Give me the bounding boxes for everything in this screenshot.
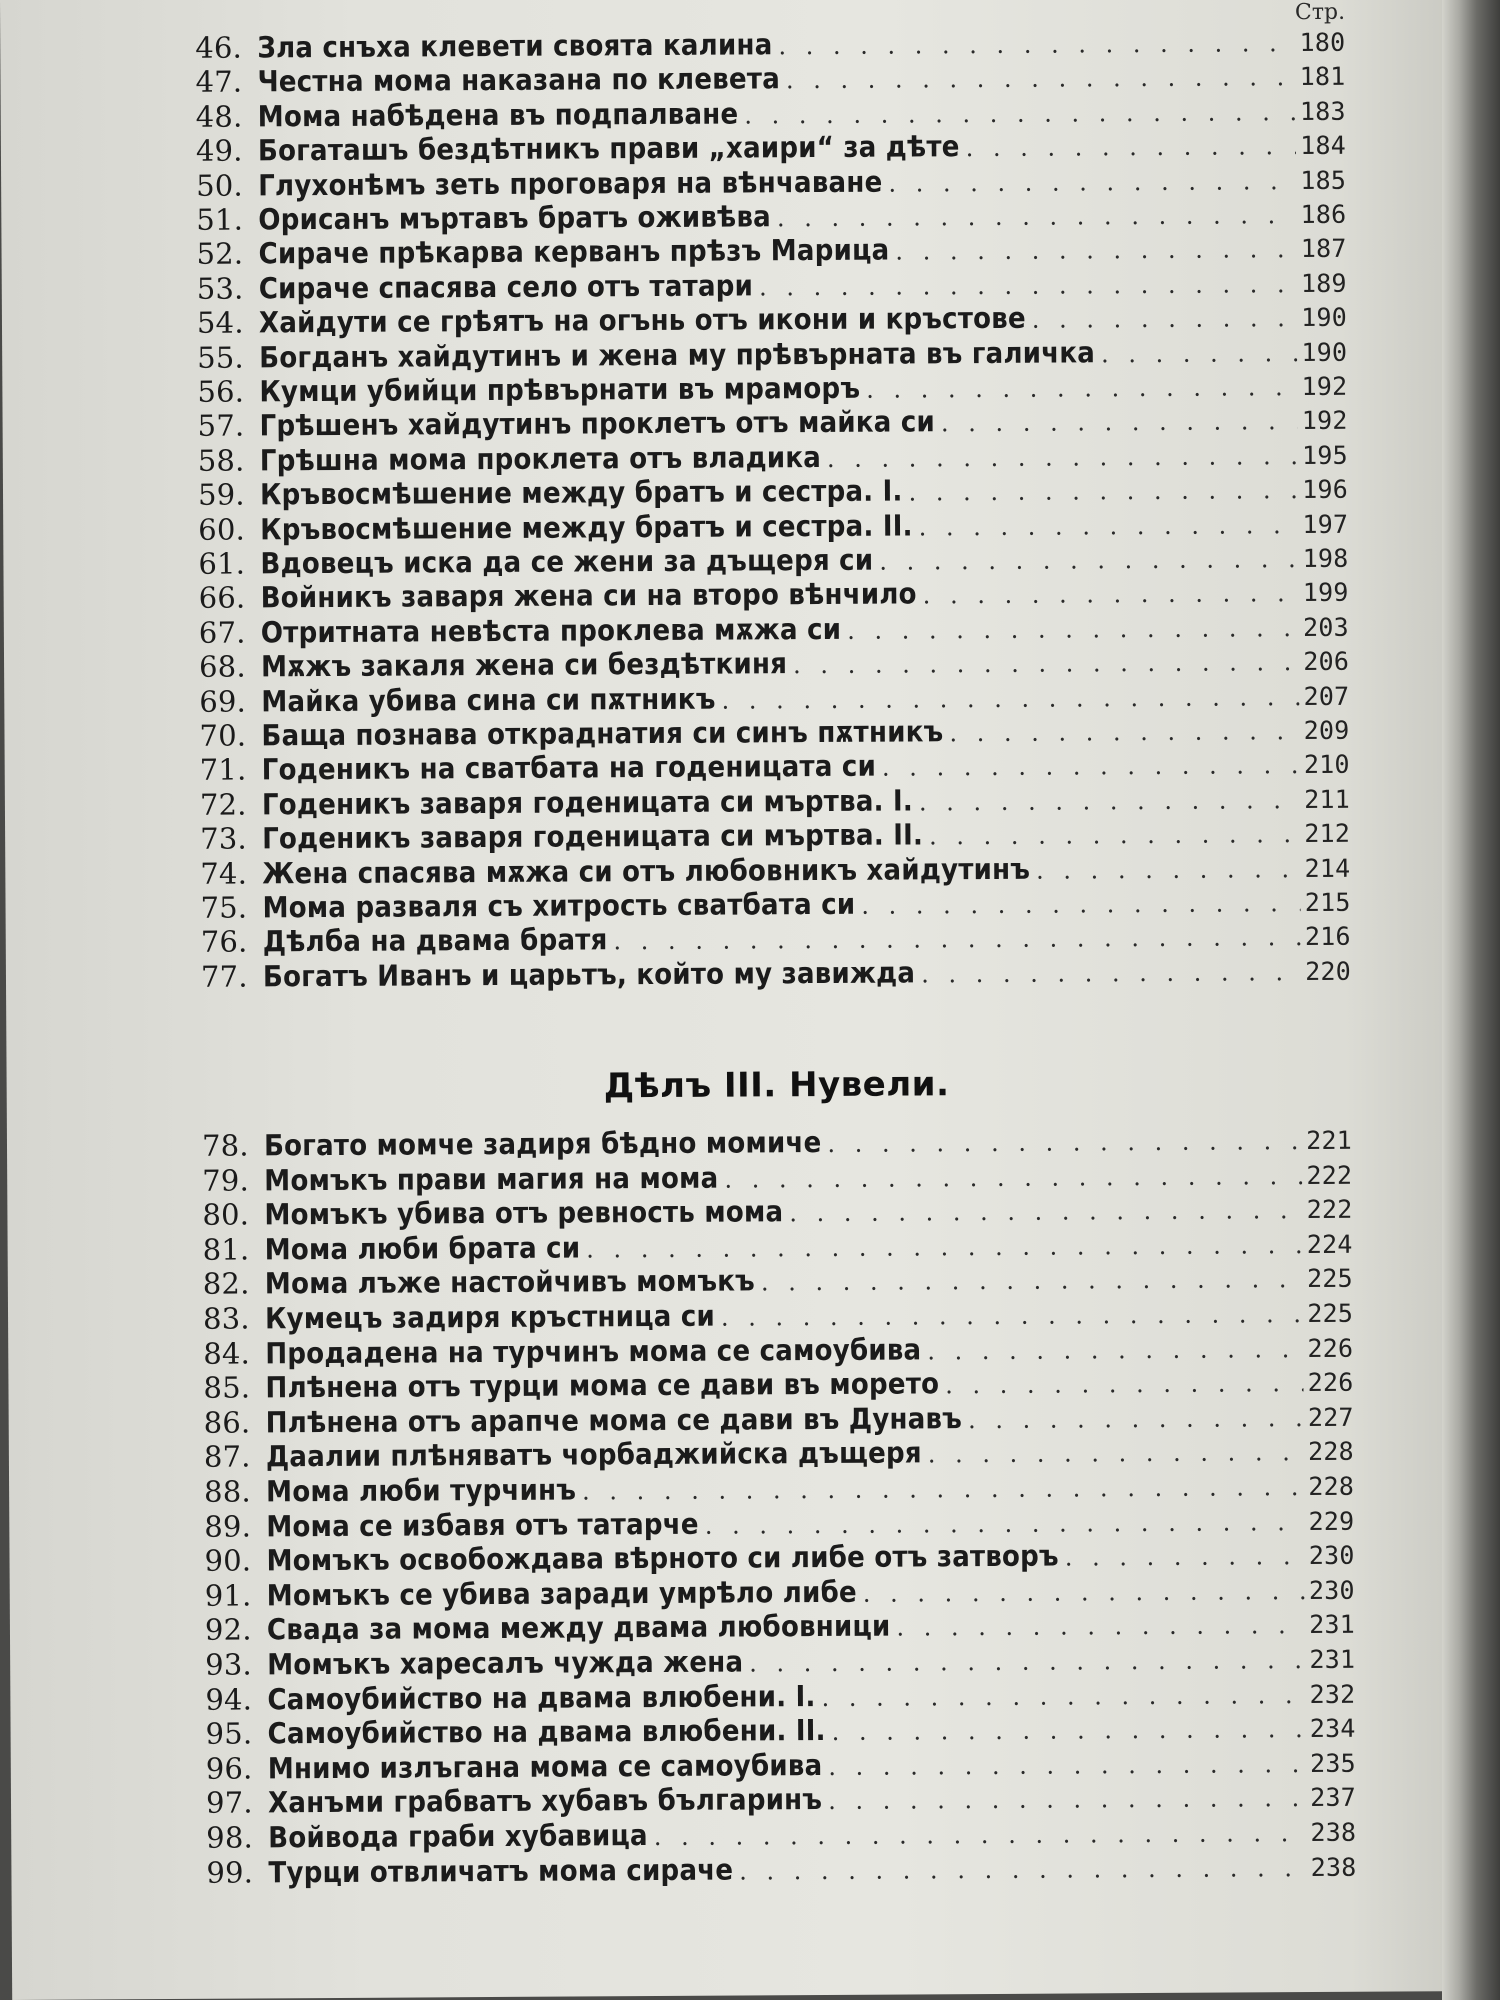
leader-dots bbox=[743, 1646, 1305, 1677]
entry-number: 53. bbox=[196, 271, 244, 306]
entry-title: Богатъ Иванъ и царьтъ, който му завижда bbox=[262, 955, 916, 994]
entry-number: 95. bbox=[205, 1716, 253, 1751]
leader-dots bbox=[787, 648, 1299, 679]
entry-title: Мома се избавя отъ татарче bbox=[266, 1506, 699, 1543]
leader-dots bbox=[915, 958, 1301, 988]
leader-dots bbox=[962, 1404, 1304, 1434]
entry-page: 190 bbox=[1301, 337, 1348, 367]
entry-page: 185 bbox=[1300, 165, 1347, 195]
leader-dots bbox=[1030, 855, 1300, 885]
entry-page: 183 bbox=[1299, 96, 1346, 126]
entry-page: 220 bbox=[1305, 956, 1352, 986]
entry-page: 215 bbox=[1304, 887, 1351, 918]
entry-page: 186 bbox=[1300, 199, 1347, 230]
entry-number: 60. bbox=[198, 512, 246, 547]
entry-page: 235 bbox=[1309, 1748, 1356, 1778]
section-title: Дѣлъ III. Нувели. bbox=[603, 1064, 950, 1107]
entry-page: 210 bbox=[1303, 750, 1350, 780]
leader-dots bbox=[1026, 304, 1297, 334]
entry-number: 48. bbox=[195, 99, 243, 134]
leader-dots bbox=[580, 1231, 1303, 1263]
leader-dots bbox=[860, 373, 1297, 404]
leader-dots bbox=[821, 442, 1298, 473]
entry-title: Мома люби брата си bbox=[264, 1230, 581, 1267]
entry-number: 88. bbox=[204, 1474, 251, 1509]
entry-page: 229 bbox=[1308, 1506, 1355, 1536]
entry-title: Самоубийство на двама влюбени. II. bbox=[267, 1713, 826, 1751]
entry-title: Плѣнена отъ арапче мома се дави въ Дунавъ bbox=[265, 1400, 963, 1440]
entry-page: 180 bbox=[1299, 27, 1346, 58]
entry-title: Войникъ заваря жена си на второ вѣнчило bbox=[260, 576, 917, 615]
entry-number: 99. bbox=[206, 1855, 254, 1890]
entry-title: Мома люби турчинъ bbox=[266, 1472, 577, 1509]
entry-title: Мома разваля съ хитрость сватбата си bbox=[262, 886, 856, 925]
entry-number: 94. bbox=[205, 1682, 253, 1717]
leader-dots bbox=[716, 683, 1300, 715]
entry-number: 83. bbox=[202, 1301, 250, 1336]
entry-title: Момъкъ убива отъ ревность мома bbox=[264, 1194, 784, 1232]
leader-dots bbox=[1059, 1542, 1305, 1572]
book-gutter bbox=[1442, 0, 1500, 2000]
entry-number: 77. bbox=[200, 959, 248, 994]
entry-page: 187 bbox=[1300, 234, 1347, 264]
entry-page: 184 bbox=[1300, 130, 1347, 161]
entry-page: 198 bbox=[1302, 543, 1349, 574]
leader-dots bbox=[771, 201, 1297, 232]
leader-dots bbox=[822, 1784, 1306, 1815]
leader-dots bbox=[943, 717, 1299, 747]
entry-number: 89. bbox=[204, 1509, 252, 1544]
entry-page: 222 bbox=[1306, 1194, 1353, 1225]
leader-dots bbox=[826, 1715, 1306, 1746]
entry-title: Орисанъ мъртавъ братъ оживѣва bbox=[258, 199, 772, 237]
entry-title: Момъкъ освобождава вѣрното си либе отъ затворъ bbox=[266, 1538, 1059, 1578]
leader-dots bbox=[960, 132, 1296, 162]
leader-dots bbox=[922, 1438, 1304, 1468]
entry-title: Мома набѣдена въ подпалване bbox=[257, 96, 739, 134]
entry-title: Даалии плѣняватъ чорбаджийска дъщеря bbox=[265, 1435, 922, 1474]
entry-number: 84. bbox=[203, 1336, 251, 1371]
entry-page: 225 bbox=[1306, 1264, 1353, 1294]
leader-dots bbox=[648, 1819, 1307, 1851]
leader-dots bbox=[699, 1508, 1305, 1540]
entry-page: 197 bbox=[1302, 509, 1349, 539]
entry-page: 192 bbox=[1301, 406, 1348, 436]
entry-title: Отритната невѣста проклева мѫжа си bbox=[260, 611, 842, 650]
entry-title: Кумци убийци прѣвърнати въ мраморъ bbox=[259, 370, 861, 409]
entry-number: 75. bbox=[200, 890, 248, 925]
entry-page: 221 bbox=[1306, 1125, 1353, 1156]
leader-dots bbox=[890, 1611, 1305, 1642]
entry-number: 66. bbox=[198, 580, 246, 616]
leader-dots bbox=[607, 923, 1300, 955]
entry-page: 238 bbox=[1310, 1817, 1357, 1848]
entry-page: 237 bbox=[1310, 1783, 1357, 1813]
leader-dots bbox=[903, 476, 1299, 506]
entry-page: 214 bbox=[1304, 853, 1351, 883]
entry-number: 92. bbox=[204, 1612, 252, 1648]
entry-title: Глухонѣмъ зеть проговаря на вѣнчаване bbox=[258, 164, 883, 203]
entry-title: Зла снъха клевети своята калина bbox=[257, 27, 773, 65]
toc-entry bbox=[201, 953, 1351, 994]
entry-number: 68. bbox=[198, 649, 246, 684]
entry-title: Кръвосмѣшение между братъ и сестра. II. bbox=[260, 508, 913, 547]
entry-page: 230 bbox=[1308, 1575, 1355, 1605]
entry-title: Баща познава откраднатия си синъ пѫтникъ bbox=[261, 714, 944, 753]
entry-number: 52. bbox=[196, 236, 244, 272]
entry-number: 46. bbox=[195, 30, 243, 65]
entry-page: 226 bbox=[1307, 1367, 1354, 1398]
entry-number: 56. bbox=[197, 374, 245, 409]
leader-dots bbox=[816, 1681, 1306, 1712]
leader-dots bbox=[873, 545, 1298, 576]
entry-page: 212 bbox=[1304, 818, 1351, 849]
entry-page: 190 bbox=[1301, 302, 1348, 333]
entry-page: 195 bbox=[1301, 440, 1348, 470]
entry-title: Свада за мома между двама любовници bbox=[266, 1608, 891, 1647]
leader-dots bbox=[889, 235, 1296, 265]
entry-number: 70. bbox=[199, 718, 247, 753]
entry-number: 57. bbox=[197, 408, 245, 444]
entry-page: 226 bbox=[1307, 1333, 1354, 1363]
entry-title: Годеникъ заваря годеницата си мъртва. II. bbox=[262, 817, 924, 856]
entry-page: 227 bbox=[1307, 1402, 1354, 1432]
entry-title: Хайдути се грѣятъ на огънь отъ икони и кръстове bbox=[258, 300, 1026, 340]
entry-page: 192 bbox=[1301, 371, 1348, 402]
leader-dots bbox=[939, 1369, 1303, 1399]
entry-number: 47. bbox=[195, 64, 243, 100]
entry-number: 55. bbox=[197, 340, 245, 375]
entry-page: 238 bbox=[1310, 1852, 1357, 1882]
entry-page: 230 bbox=[1308, 1540, 1355, 1571]
entry-number: 82. bbox=[202, 1266, 250, 1302]
entry-page: 211 bbox=[1304, 784, 1350, 814]
entry-number: 72. bbox=[199, 787, 247, 822]
entry-number: 96. bbox=[205, 1751, 253, 1786]
entry-title: Кумецъ задиря кръстница си bbox=[264, 1298, 716, 1336]
entry-title: Вдовецъ иска да се жени за дъщеря си bbox=[260, 542, 874, 581]
leader-dots bbox=[913, 511, 1299, 541]
entry-title: Ханъми грабватъ хубавъ българинъ bbox=[267, 1782, 823, 1820]
entry-number: 91. bbox=[204, 1578, 252, 1613]
entry-number: 54. bbox=[196, 305, 244, 340]
leader-dots bbox=[783, 1196, 1302, 1227]
entry-number: 74. bbox=[200, 856, 248, 891]
leader-dots bbox=[841, 614, 1299, 645]
entry-number: 87. bbox=[203, 1439, 251, 1475]
entry-page: 209 bbox=[1303, 715, 1350, 746]
entry-page: 232 bbox=[1309, 1679, 1356, 1709]
entry-title: Мѫжъ закаля жена си бездѣткиня bbox=[260, 646, 788, 684]
entry-number: 98. bbox=[206, 1820, 254, 1855]
entry-number: 85. bbox=[203, 1370, 251, 1405]
leader-dots bbox=[882, 167, 1296, 198]
entry-page: 231 bbox=[1309, 1644, 1356, 1675]
leader-dots bbox=[913, 786, 1300, 816]
entry-title: Мнимо излъгана мома се самоубива bbox=[267, 1747, 823, 1786]
leader-dots bbox=[821, 1127, 1302, 1158]
entry-page: 203 bbox=[1303, 612, 1349, 642]
entry-title: Кръвосмѣшение между братъ и сестра. I. bbox=[259, 473, 903, 512]
entry-page: 196 bbox=[1302, 474, 1349, 505]
entry-number: 50. bbox=[196, 168, 243, 203]
entry-title: Сираче спасява село отъ татари bbox=[258, 268, 754, 306]
entry-page: 189 bbox=[1300, 268, 1347, 298]
leader-dots bbox=[753, 270, 1297, 301]
page-column-header: Стр. bbox=[1294, 0, 1346, 26]
leader-dots bbox=[876, 751, 1300, 782]
entry-title: Дѣлба на двама братя bbox=[262, 922, 608, 959]
entry-title: Годеникъ на сватбата на годеницата си bbox=[261, 749, 877, 787]
entry-number: 51. bbox=[196, 202, 244, 237]
leader-dots bbox=[715, 1300, 1303, 1332]
entry-title: Майка убива сина си пѫтникъ bbox=[261, 681, 716, 719]
entry-number: 78. bbox=[201, 1128, 249, 1163]
entry-title: Продадена на турчинъ мома се самоубива bbox=[265, 1331, 922, 1370]
entry-title: Войвода граби хубавица bbox=[268, 1818, 648, 1855]
entry-title: Грѣшна мома проклета отъ владика bbox=[259, 439, 822, 478]
entry-title: Честна мома наказана по клевета bbox=[257, 61, 781, 99]
entry-page: 216 bbox=[1304, 922, 1351, 952]
entry-number: 58. bbox=[197, 443, 245, 478]
entry-number: 59. bbox=[197, 477, 245, 512]
leader-dots bbox=[921, 1335, 1303, 1365]
entry-title: Грѣшенъ хайдутинъ проклетъ отъ майка си bbox=[259, 404, 936, 443]
entry-number: 73. bbox=[200, 821, 247, 856]
entry-number: 69. bbox=[199, 684, 247, 719]
entry-number: 97. bbox=[205, 1785, 253, 1821]
entry-title: Сираче прѣкарва керванъ прѣзъ Марица bbox=[258, 232, 890, 271]
entry-title: Плѣнена отъ турци мома се дави въ морето bbox=[265, 1366, 940, 1405]
entry-page: 199 bbox=[1302, 578, 1349, 608]
entry-page: 181 bbox=[1299, 62, 1346, 92]
entry-number: 86. bbox=[203, 1405, 251, 1440]
entry-title: Богаташъ бездѣтникъ прави „хаири“ за дѣте bbox=[257, 129, 960, 168]
entry-page: 228 bbox=[1308, 1471, 1355, 1502]
entry-page: 206 bbox=[1303, 646, 1350, 677]
entry-number: 67. bbox=[198, 615, 246, 650]
leader-dots bbox=[780, 63, 1296, 94]
toc-entry bbox=[206, 1848, 1356, 1889]
entry-number: 61. bbox=[198, 546, 246, 581]
leader-dots bbox=[923, 820, 1300, 850]
entry-page: 225 bbox=[1307, 1298, 1354, 1329]
entry-page: 234 bbox=[1309, 1713, 1356, 1744]
entry-title: Богданъ хайдутинъ и жена му прѣвърната въ галичка bbox=[259, 334, 1096, 375]
entry-title: Турци отвличатъ мома сираче bbox=[268, 1852, 734, 1889]
entry-number: 49. bbox=[195, 133, 243, 168]
entry-title: Годеникъ заваря годеницата си мъртва. I. bbox=[261, 783, 914, 822]
entry-title: Богато момче задиря бѣдно момиче bbox=[263, 1125, 822, 1163]
leader-dots bbox=[935, 407, 1298, 437]
entry-number: 76. bbox=[200, 924, 248, 960]
entry-number: 81. bbox=[202, 1232, 250, 1267]
entry-number: 80. bbox=[202, 1197, 250, 1232]
entry-page: 231 bbox=[1309, 1610, 1356, 1640]
entry-page: 222 bbox=[1306, 1160, 1353, 1190]
entry-number: 71. bbox=[199, 752, 247, 788]
leader-dots bbox=[917, 579, 1299, 609]
entry-title: Момъкъ се убива заради умрѣло либе bbox=[266, 1574, 857, 1613]
entry-page: 207 bbox=[1303, 681, 1350, 711]
leader-dots bbox=[576, 1473, 1304, 1505]
entry-page: 224 bbox=[1306, 1229, 1353, 1259]
leader-dots bbox=[822, 1750, 1306, 1781]
entry-title: Момъкъ прави магия на мома bbox=[264, 1160, 719, 1198]
leader-dots bbox=[718, 1162, 1302, 1194]
entry-page: 228 bbox=[1308, 1437, 1354, 1467]
entry-title: Момъкъ харесалъ чужда жена bbox=[267, 1644, 744, 1682]
leader-dots bbox=[755, 1265, 1303, 1296]
entry-number: 79. bbox=[202, 1163, 250, 1198]
entry-number: 90. bbox=[204, 1543, 252, 1578]
entry-number: 93. bbox=[205, 1647, 253, 1682]
leader-dots bbox=[1095, 339, 1297, 368]
leader-dots bbox=[772, 29, 1295, 60]
entry-title: Самоубийство на двама влюбени. I. bbox=[267, 1678, 816, 1716]
leader-dots bbox=[738, 98, 1296, 129]
leader-dots bbox=[855, 889, 1300, 920]
leader-dots bbox=[857, 1577, 1305, 1608]
leader-dots bbox=[733, 1854, 1306, 1886]
entry-title: Мома лъже настойчивъ момъкъ bbox=[264, 1263, 756, 1301]
entry-title: Жена спасява мѫжа си отъ любовникъ хайдутинъ bbox=[262, 851, 1031, 891]
